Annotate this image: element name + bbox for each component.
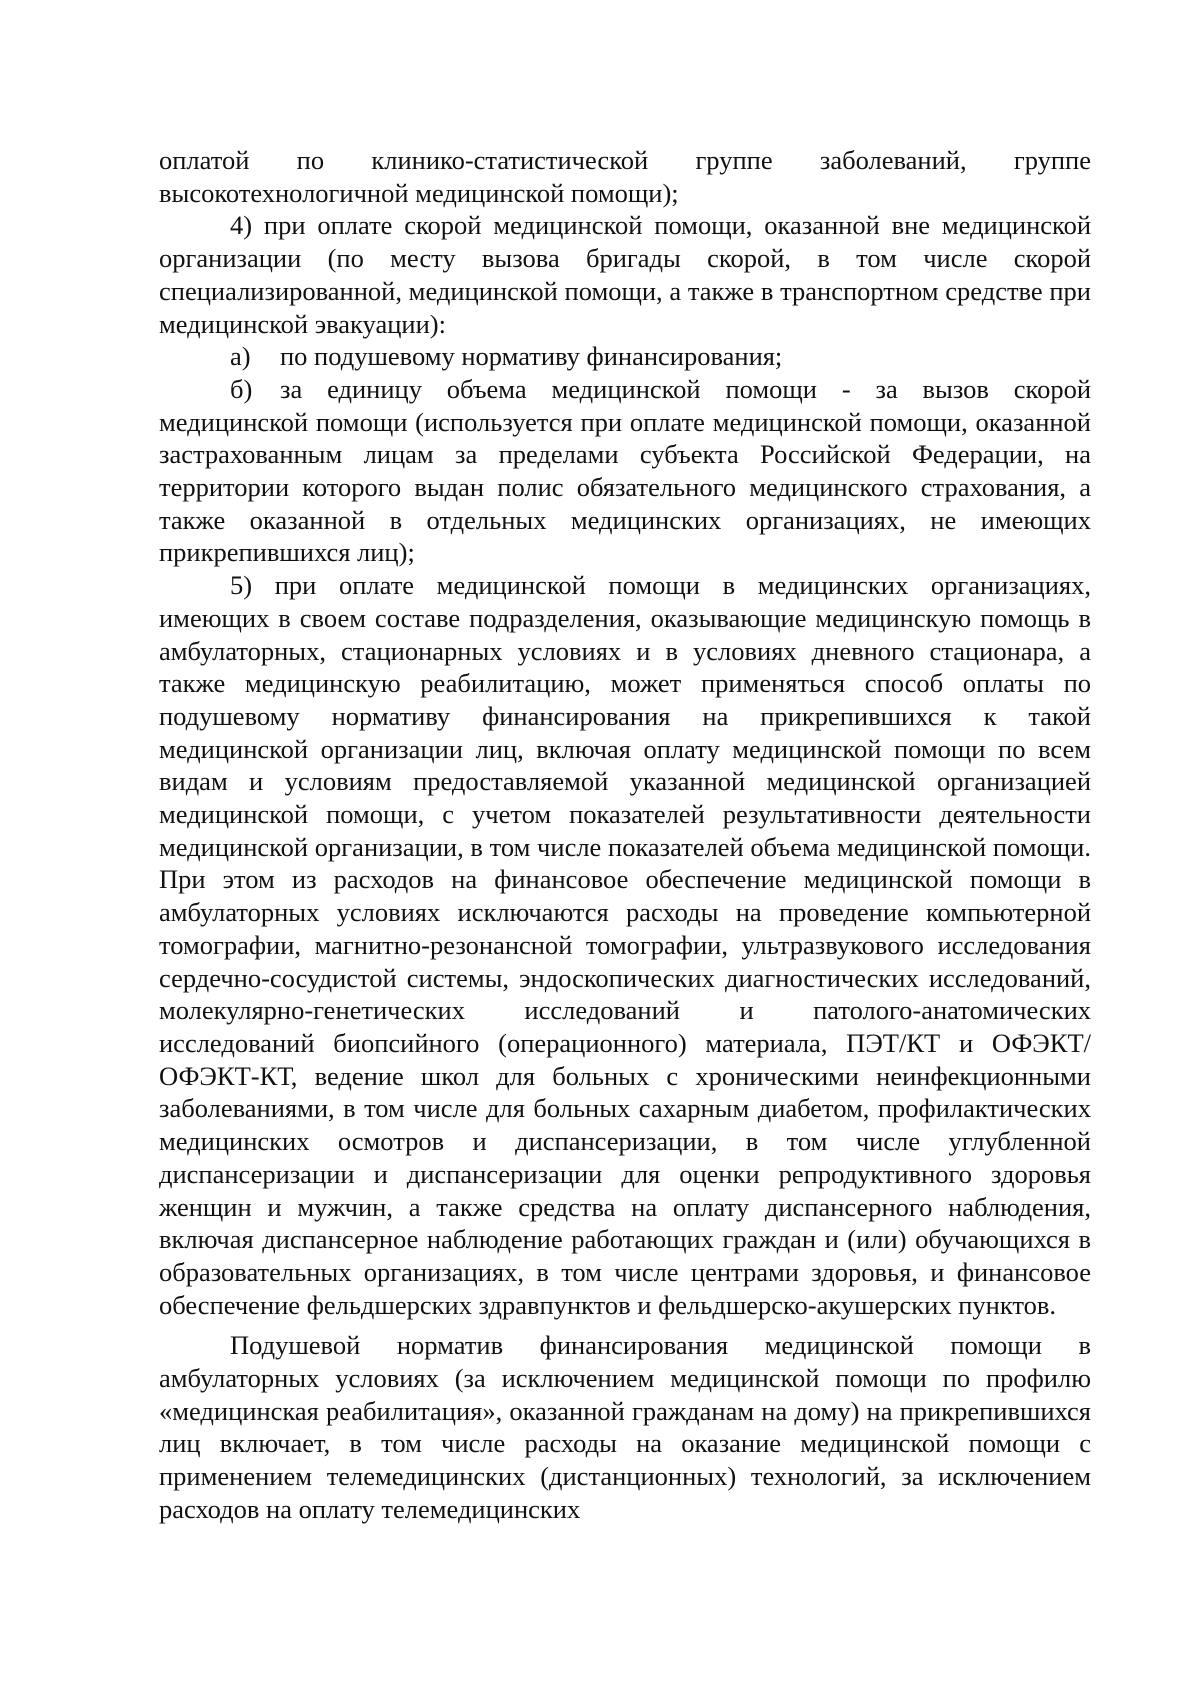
list-text-4a: по подушевому нормативу финансирования; xyxy=(280,341,783,372)
list-item-4a xyxy=(159,340,1091,373)
paragraph-per-capita: Подушевой норматив финансирования медицинской помощи в амбулаторных условиях (за исключением медицинской помощи по профилю «медицинская реабилитация», оказанной гражданам на дому) на прикрепившихся лиц включает, в том числе расходы на оказание медицинской помощи с применением телемедицинских (дистанционных) технологий, за исключением расходов на оплату телемедицинских xyxy=(159,1330,1091,1524)
paragraph-item-5: 5) при оплате медицинской помощи в медицинских организациях, имеющих в своем составе подразделения, оказывающие медицинскую помощь в амбулаторных, стационарных условиях и в условиях дневного стационара, а также медицинскую реабилитацию, может применяться способ оплаты по подушевому нормативу финансирования на прикрепившихся к такой медицинской организации лиц, включая оплату медицинской помощи по всем видам и условиям предоставляемой указанной медицинской организацией медицинской помощи, с учетом показателей результативности деятельности медицинской организации, в том числе показателей объема медицинской помощи. При этом из расходов на финансовое обеспечение медицинской помощи в амбулаторных условиях исключаются расходы на проведение компьютерной томографии, магнитно-резонансной томографии, ультразвукового исследования сердечно-сосудистой системы, эндоскопических диагностических исследований, молекулярно-генетических исследований и патолого-анатомических исследований биопсийного (операционного) материала, ПЭТ/КТ и ОФЭКТ/ОФЭКТ-КТ, ведение школ для больных с хроническими неинфекционными заболеваниями, в том числе для больных сахарным диабетом, профилактических медицинских осмотров и диспансеризации, в том числе углубленной диспансеризации и диспансеризации для оценки репродуктивного здоровья женщин и мужчин, а также средства на оплату диспансерного наблюдения, включая диспансерное наблюдение работающих граждан и (или) обучающихся в образовательных организациях, в том числе центрами здоровья, и финансовое обеспечение фельдшерских здравпунктов и фельдшерско-акушерских пунктов. xyxy=(159,570,1091,1320)
document-body xyxy=(159,144,1091,1526)
list-marker-4a: а) xyxy=(230,341,251,372)
paragraph-continuation: оплатой по клинико-статистической группе заболеваний, группе высокотехнологичной медицинской помощи); xyxy=(159,145,1091,208)
paragraph-item-4: 4) при оплате скорой медицинской помощи, оказанной вне медицинской организации (по месту вызова бригады скорой, в том числе скорой специализированной, медицинской помощи, а также в транспортном средстве при медицинской эвакуации): xyxy=(159,210,1091,339)
list-marker-4b: б) xyxy=(230,373,253,404)
list-text-4b: за единицу объема медицинской помощи - за вызов скорой медицинской помощи (используется при оплате медицинской помощи, оказанной застрахованным лицам за пределами субъекта Российской Федерации, на территории которого выдан полис обязательного медицинского страхования, а также оказанной в отдельных медицинских организациях, не имеющих прикрепившихся лиц); xyxy=(159,373,1091,568)
paragraph-item-4b xyxy=(159,373,1091,569)
